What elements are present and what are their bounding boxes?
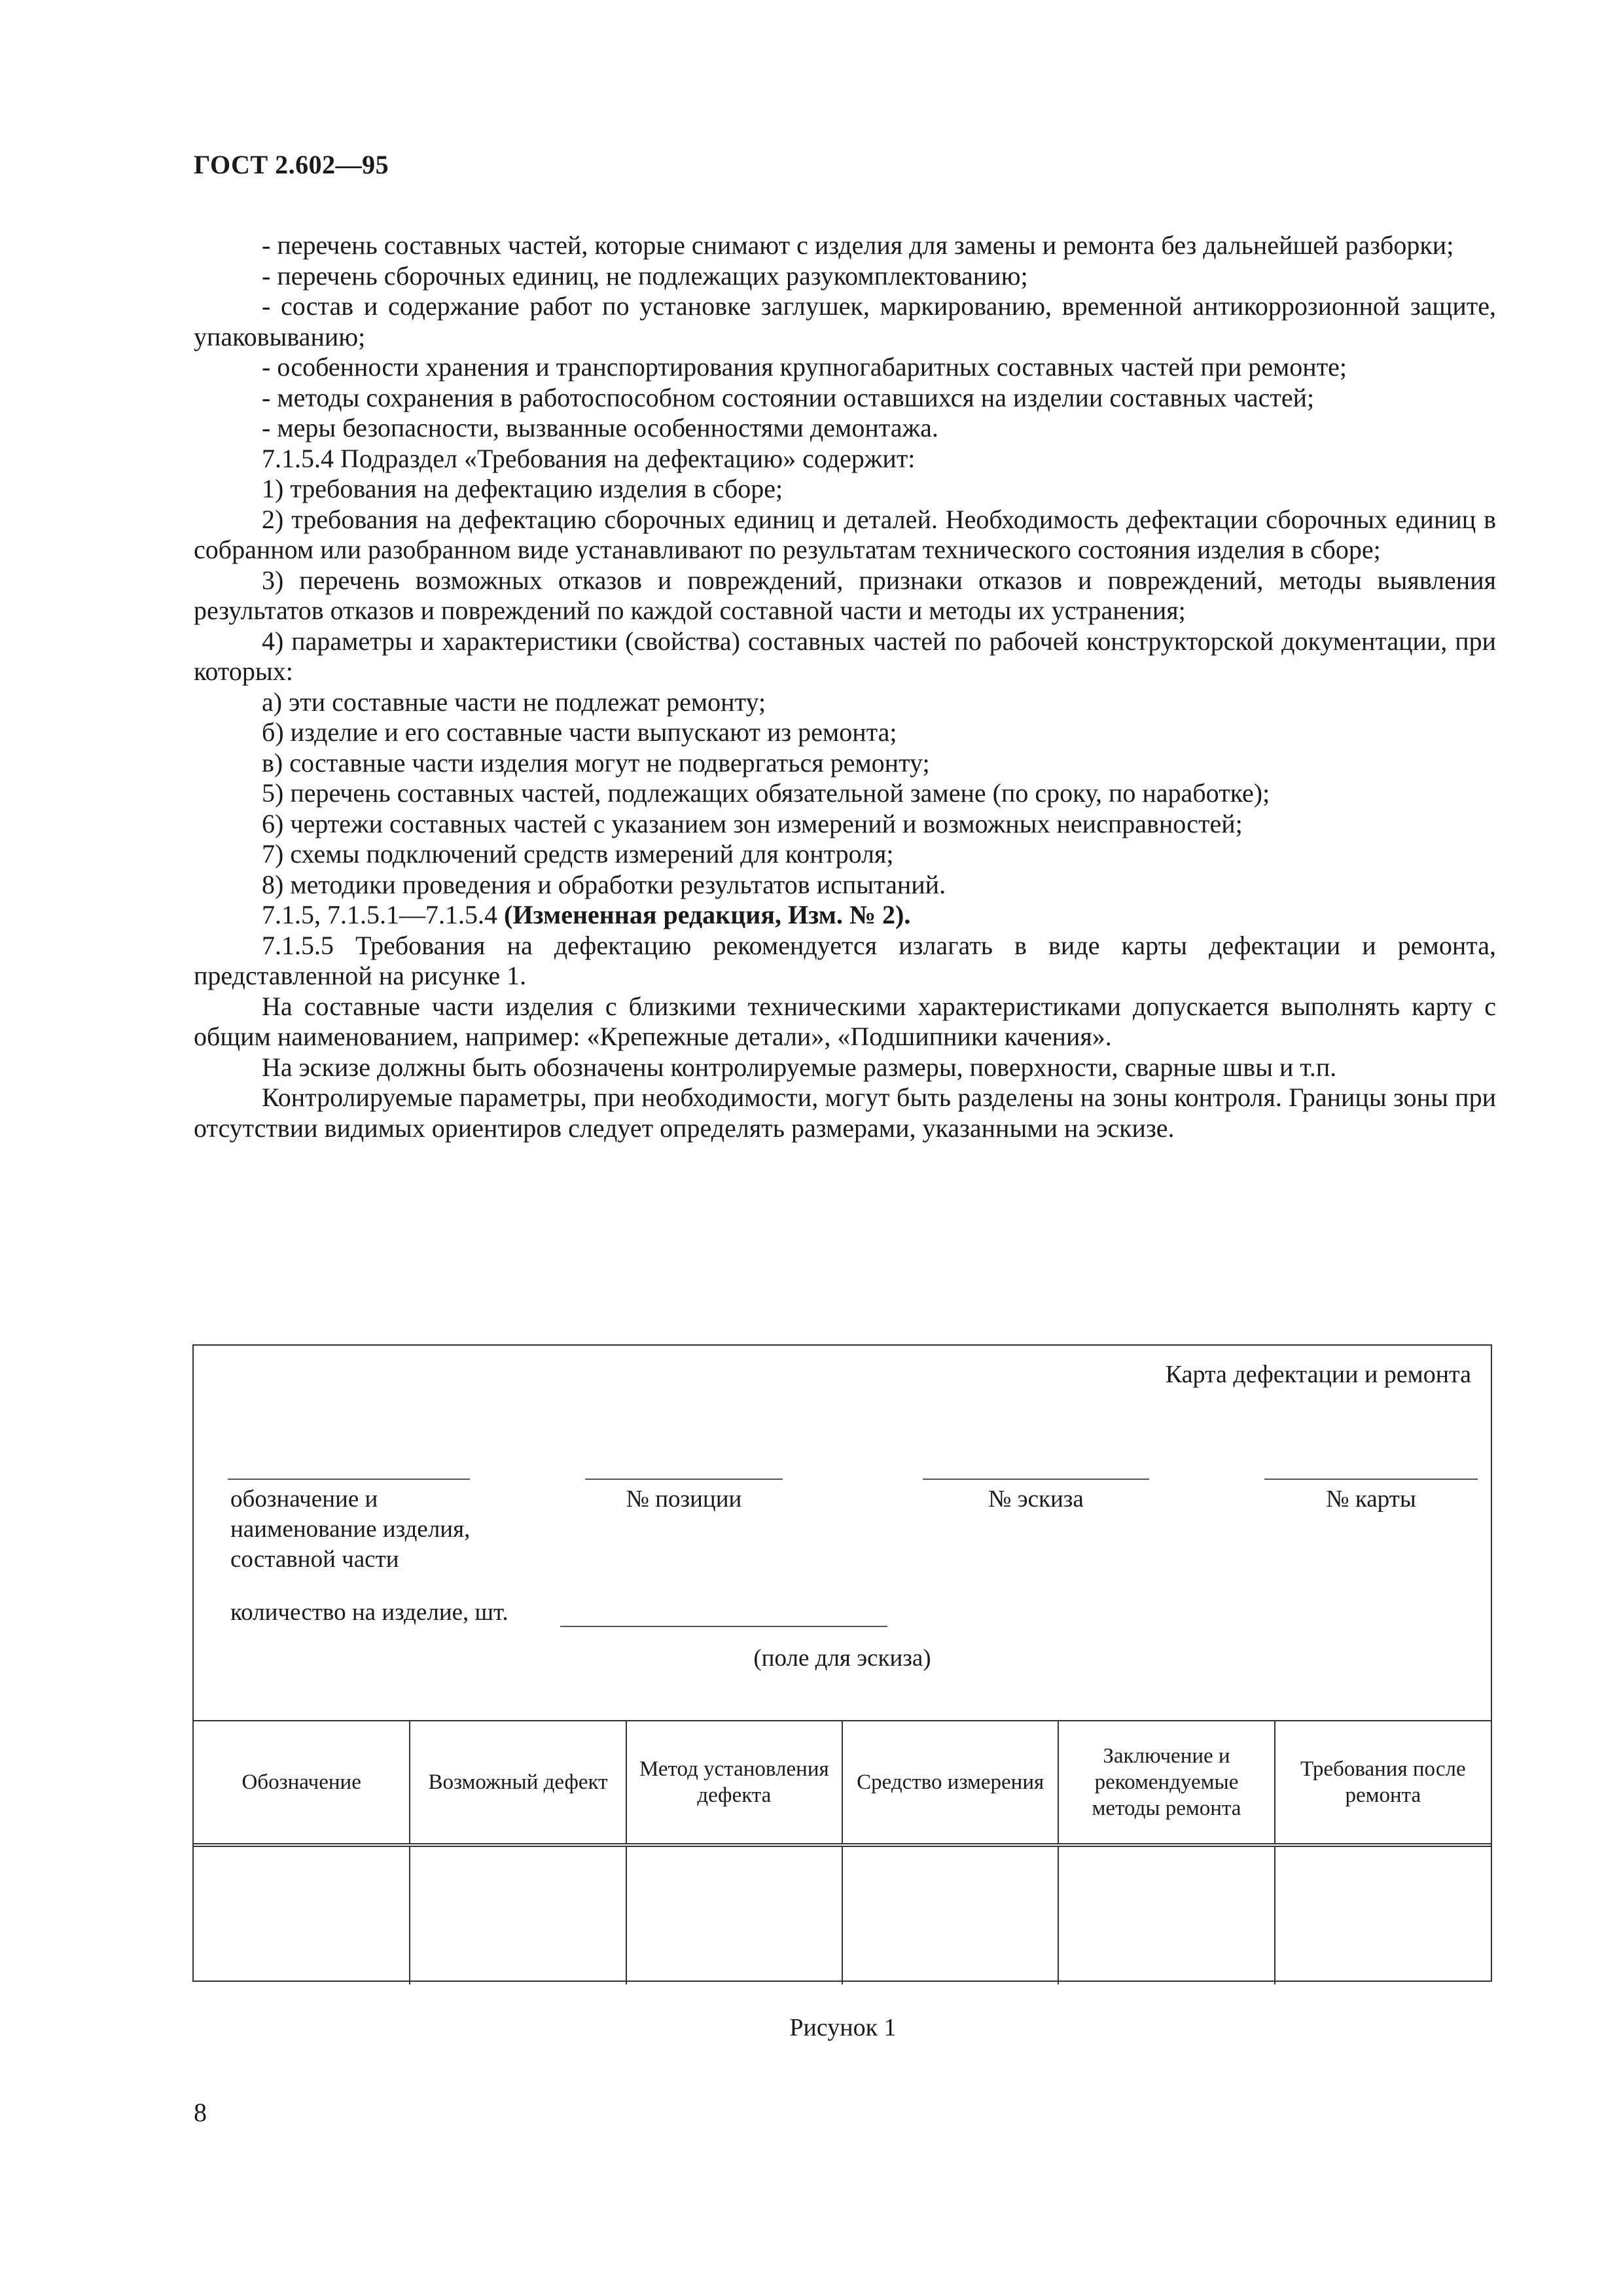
amendment-prefix: 7.1.5, 7.1.5.1—7.1.5.4 — [262, 900, 504, 929]
paragraph: - состав и содержание работ по установке заглушек, маркированию, временной антикоррозионной защите, упаковыванию; — [194, 291, 1496, 351]
paragraph: - особенности хранения и транспортирования крупногабаритных составных частей при ремонте; — [262, 352, 1347, 382]
paragraph: б) изделие и его составные части выпускают из ремонта; — [262, 717, 897, 747]
column-header: Заключение и рекомендуемые методы ремонта — [1058, 1721, 1274, 1845]
paragraph: На эскизе должны быть обозначены контролируемые размеры, поверхности, сварные швы и т.п. — [262, 1052, 1337, 1082]
page-number: 8 — [194, 2098, 207, 2127]
column-header: Возможный дефект — [410, 1721, 626, 1845]
paragraph: На составные части изделия с близкими техническими характеристиками допускается выполнять карту с общим наименованием, например: «Крепежные детали», «Подшипники качения». — [194, 991, 1496, 1051]
position-label: № позиции — [626, 1486, 742, 1513]
column-header: Обозначение — [194, 1721, 410, 1845]
designation-label: обозначение и наименование изделия, составной части — [230, 1486, 471, 1573]
sketch-number-label: № эскиза — [988, 1486, 1084, 1513]
paragraph: - перечень составных частей, которые снимают с изделия для замены и ремонта без дальнейшей разборки; — [262, 230, 1454, 260]
sketch-number-line — [923, 1479, 1149, 1480]
table-cell — [842, 1845, 1058, 1984]
paragraph: 6) чертежи составных частей с указанием зон измерений и возможных неисправностей; — [262, 808, 1243, 838]
paragraph: - перечень сборочных единиц, не подлежащих разукомплектованию; — [262, 260, 1028, 291]
defect-repair-card-form — [192, 1344, 1492, 1982]
table-cell — [194, 1845, 410, 1984]
column-header: Требования после ремонта — [1275, 1721, 1491, 1845]
figure-caption: Рисунок 1 — [789, 2014, 897, 2041]
paragraph: - методы сохранения в работоспособном состоянии оставшихся на изделии составных частей; — [262, 382, 1315, 412]
table-cell — [1058, 1845, 1274, 1984]
paragraph: а) эти составные части не подлежат ремонту; — [262, 687, 766, 717]
card-number-line — [1264, 1479, 1478, 1480]
paragraph: 3) перечень возможных отказов и повреждений, признаки отказов и повреждений, методы выявления результатов отказов и повреждений по каждой составной части и методы их устранения; — [194, 565, 1496, 625]
table-cell — [410, 1845, 626, 1984]
amendment-note — [194, 900, 1496, 931]
sketch-area-label: (поле для эскиза) — [753, 1645, 931, 1672]
card-title: Карта дефектации и ремонта — [1165, 1361, 1471, 1388]
paragraph: 7.1.5.5 Требования на дефектацию рекомендуется излагать в виде карты дефектации и ремонта, представленной на рисунке 1. — [194, 930, 1496, 990]
quantity-line — [560, 1626, 887, 1627]
table-cell — [1275, 1845, 1491, 1984]
card-number-label: № карты — [1326, 1486, 1416, 1513]
designation-line — [228, 1479, 470, 1480]
defect-table — [194, 1720, 1491, 1984]
amendment-bold: (Измененная редакция, Изм. № 2). — [504, 900, 911, 929]
paragraph: 7) схемы подключений средств измерений для контроля; — [262, 839, 894, 869]
paragraph: 5) перечень составных частей, подлежащих обязательной замене (по сроку, по наработке); — [262, 778, 1270, 808]
paragraph: Контролируемые параметры, при необходимости, могут быть разделены на зоны контроля. Границы зоны при отсутствии видимых ориентиров следует определять размерами, указанными на эскизе. — [194, 1083, 1496, 1143]
paragraph: - меры безопасности, вызванные особенностями демонтажа. — [262, 413, 938, 442]
paragraph: 7.1.5.4 Подраздел «Требования на дефектацию» содержит: — [262, 443, 916, 473]
paragraph: 1) требования на дефектацию изделия в сборе; — [262, 474, 783, 503]
table-cell — [626, 1845, 842, 1984]
table-row — [194, 1845, 1491, 1984]
quantity-label: количество на изделие, шт. — [230, 1599, 508, 1626]
table-header-row — [194, 1721, 1491, 1845]
paragraph: 4) параметры и характеристики (свойства) составных частей по рабочей конструкторской документации, при которых: — [194, 626, 1496, 686]
paragraph: 2) требования на дефектацию сборочных единиц и деталей. Необходимость дефектации сборочных единиц в собранном или разобранном виде устанавливают по результатам технического состояния изделия в сборе; — [194, 504, 1496, 564]
column-header: Средство измерения — [842, 1721, 1058, 1845]
paragraph: 8) методики проведения и обработки результатов испытаний. — [262, 869, 946, 899]
column-header: Метод установления дефекта — [626, 1721, 842, 1845]
paragraph: в) составные части изделия могут не подвергаться ремонту; — [262, 747, 930, 778]
position-line — [585, 1479, 783, 1480]
document-header: ГОСТ 2.602—95 — [194, 150, 389, 179]
body-text — [194, 230, 1496, 1143]
